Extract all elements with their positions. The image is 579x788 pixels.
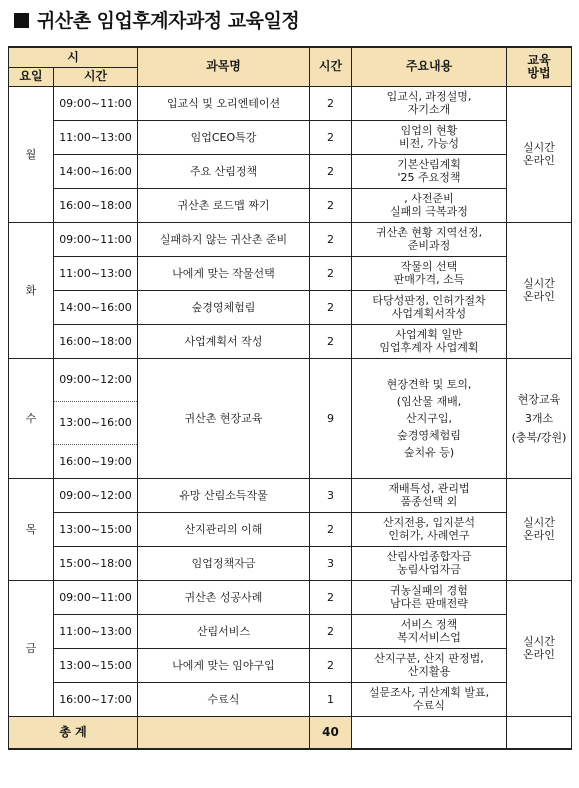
content-line: 작물의 선택 <box>400 260 458 273</box>
content-line: 산지구분, 산지 판정법, <box>374 652 484 665</box>
time-cell: 15:00~18:00 <box>54 546 138 580</box>
title-square-icon <box>14 13 29 28</box>
method-line: 온라인 <box>523 648 555 661</box>
hours-cell: 3 <box>310 478 352 512</box>
day-cell: 수 <box>9 358 54 478</box>
time-cell: 13:00~16:00 <box>54 401 138 444</box>
method-line: 온라인 <box>523 154 555 167</box>
table-row <box>9 512 572 546</box>
schedule-table <box>8 46 572 750</box>
day-cell: 월 <box>9 86 54 222</box>
time-cell: 11:00~13:00 <box>54 256 138 290</box>
method-line: 실시간 <box>523 277 555 290</box>
hours-cell: 2 <box>310 614 352 648</box>
table-row <box>9 478 572 512</box>
method-line: 온라인 <box>523 290 555 303</box>
content-line: 기본산림계획 <box>397 158 461 171</box>
course-cell: 실패하지 않는 귀산촌 준비 <box>138 222 310 256</box>
table-row <box>9 580 572 614</box>
total-content-blank <box>352 716 507 749</box>
content-line: 타당성판정, 인허가절차 <box>372 294 486 307</box>
header-time: 시간 <box>54 67 138 86</box>
header-method <box>507 47 572 86</box>
header-method-line1: 교육 <box>527 52 551 67</box>
method-cell <box>507 580 572 716</box>
time-cell: 09:00~12:00 <box>54 358 138 401</box>
content-line: 사업계획서작성 <box>391 307 467 320</box>
total-hours: 40 <box>310 716 352 749</box>
time-cell: 11:00~13:00 <box>54 120 138 154</box>
total-label: 총 계 <box>9 716 138 749</box>
content-cell <box>352 222 507 256</box>
page-title <box>14 6 299 33</box>
course-cell: 귀산촌 로드맵 짜기 <box>138 188 310 222</box>
content-line: 판매가격, 소득 <box>393 273 465 286</box>
hours-cell: 2 <box>310 512 352 546</box>
content-cell <box>352 682 507 716</box>
time-cell: 09:00~12:00 <box>54 478 138 512</box>
content-line: 품종선택 외 <box>400 495 458 508</box>
table-row <box>9 546 572 580</box>
content-cell <box>352 358 507 478</box>
table-row <box>9 120 572 154</box>
content-line: 사업계획 일반 <box>395 328 463 341</box>
content-cell <box>352 648 507 682</box>
course-cell: 유망 산림소득작물 <box>138 478 310 512</box>
table-row <box>9 154 572 188</box>
time-cell: 16:00~18:00 <box>54 324 138 358</box>
table-row <box>9 256 572 290</box>
content-line: 귀농실패의 경험 <box>390 584 468 597</box>
course-cell: 산지관리의 이해 <box>138 512 310 546</box>
total-row <box>9 716 572 749</box>
method-line: 온라인 <box>523 529 555 542</box>
content-cell <box>352 120 507 154</box>
content-line: 복지서비스업 <box>397 631 461 644</box>
content-line: 임업의 현황 <box>400 124 458 137</box>
content-line: 인허가, 사례연구 <box>388 529 470 542</box>
content-line: 남다른 판매전략 <box>390 597 468 610</box>
content-line: 산림사업종합자금 <box>386 550 472 563</box>
content-cell <box>352 256 507 290</box>
course-cell: 나에게 맞는 임야구입 <box>138 648 310 682</box>
method-line: 현장교육 <box>517 392 561 406</box>
content-line: 실패의 극복과정 <box>390 205 468 218</box>
hours-cell: 2 <box>310 648 352 682</box>
hours-cell: 2 <box>310 120 352 154</box>
content-cell <box>352 512 507 546</box>
hours-cell: 2 <box>310 324 352 358</box>
hours-cell: 1 <box>310 682 352 716</box>
hours-cell: 3 <box>310 546 352 580</box>
table-row <box>9 358 572 401</box>
hours-cell: 2 <box>310 154 352 188</box>
time-cell: 16:00~17:00 <box>54 682 138 716</box>
method-line: 3개소 <box>524 411 554 425</box>
time-cell: 14:00~16:00 <box>54 290 138 324</box>
content-line: (임산물 재배, <box>396 394 462 408</box>
content-line: 임업후계자 사업계획 <box>379 341 479 354</box>
table-row <box>9 222 572 256</box>
method-cell <box>507 222 572 358</box>
hours-cell: 2 <box>310 86 352 120</box>
header-hours: 시간 <box>310 47 352 86</box>
header-method-line2: 방법 <box>527 65 551 80</box>
hours-cell: 2 <box>310 580 352 614</box>
content-cell <box>352 86 507 120</box>
course-cell: 수료식 <box>138 682 310 716</box>
time-cell: 14:00~16:00 <box>54 154 138 188</box>
content-line: '25 주요정책 <box>397 171 461 184</box>
content-cell <box>352 546 507 580</box>
hours-cell: 2 <box>310 290 352 324</box>
course-cell: 입교식 및 오리엔테이션 <box>138 86 310 120</box>
table-row <box>9 614 572 648</box>
content-cell <box>352 290 507 324</box>
method-cell <box>507 86 572 222</box>
total-course-blank <box>138 716 310 749</box>
content-cell <box>352 580 507 614</box>
time-cell: 13:00~15:00 <box>54 512 138 546</box>
content-line: 산지전용, 입지분석 <box>382 516 475 529</box>
course-cell: 숲경영체험림 <box>138 290 310 324</box>
time-cell: 16:00~19:00 <box>54 444 138 478</box>
content-line: , 사전준비 <box>404 192 454 205</box>
course-cell: 귀산촌 현장교육 <box>138 358 310 478</box>
content-line: 농림사업자금 <box>397 563 461 576</box>
table-row <box>9 648 572 682</box>
header-si: 시 <box>9 47 138 67</box>
content-cell <box>352 154 507 188</box>
method-cell <box>507 358 572 478</box>
method-line: (충북/강원) <box>511 430 567 444</box>
total-method-blank <box>507 716 572 749</box>
time-cell: 09:00~11:00 <box>54 580 138 614</box>
course-cell: 주요 산림정책 <box>138 154 310 188</box>
day-cell: 화 <box>9 222 54 358</box>
content-cell <box>352 324 507 358</box>
header-course: 과목명 <box>138 47 310 86</box>
header-day: 요일 <box>9 67 54 86</box>
hours-cell: 2 <box>310 188 352 222</box>
course-cell: 귀산촌 성공사례 <box>138 580 310 614</box>
course-cell: 산림서비스 <box>138 614 310 648</box>
method-line: 실시간 <box>523 516 555 529</box>
time-cell: 09:00~11:00 <box>54 222 138 256</box>
table-row <box>9 682 572 716</box>
content-line: 산지구입, <box>405 411 452 425</box>
content-line: 비전, 가능성 <box>398 137 460 150</box>
content-line: 귀산촌 현황 지역선정, <box>375 226 483 239</box>
table-row <box>9 188 572 222</box>
hours-cell: 2 <box>310 256 352 290</box>
content-line: 숲경영체험림 <box>397 428 461 442</box>
table-row <box>9 324 572 358</box>
course-cell: 임업CEO특강 <box>138 120 310 154</box>
table-row <box>9 86 572 120</box>
course-cell: 나에게 맞는 작물선택 <box>138 256 310 290</box>
hours-cell: 9 <box>310 358 352 478</box>
method-line: 실시간 <box>523 635 555 648</box>
page-title-text: 귀산촌 임업후계자과정 교육일정 <box>37 10 300 32</box>
content-cell <box>352 614 507 648</box>
content-line: 준비과정 <box>407 239 451 252</box>
method-cell <box>507 478 572 580</box>
content-cell <box>352 188 507 222</box>
day-cell: 목 <box>9 478 54 580</box>
time-cell: 16:00~18:00 <box>54 188 138 222</box>
content-line: 입교식, 과정설명, <box>386 90 472 103</box>
content-line: 수료식 <box>413 699 445 712</box>
day-cell: 금 <box>9 580 54 716</box>
content-line: 산지활용 <box>407 665 451 678</box>
course-cell: 사업계획서 작성 <box>138 324 310 358</box>
content-line: 숲치유 등) <box>403 445 455 459</box>
course-cell: 임업정책자금 <box>138 546 310 580</box>
method-line: 실시간 <box>523 141 555 154</box>
content-line: 자기소개 <box>407 103 451 116</box>
time-cell: 13:00~15:00 <box>54 648 138 682</box>
content-line: 재배특성, 관리법 <box>388 482 470 495</box>
time-cell: 11:00~13:00 <box>54 614 138 648</box>
time-cell: 09:00~11:00 <box>54 86 138 120</box>
content-line: 서비스 정책 <box>400 618 458 631</box>
header-content: 주요내용 <box>352 47 507 86</box>
table-row <box>9 290 572 324</box>
hours-cell: 2 <box>310 222 352 256</box>
content-cell <box>352 478 507 512</box>
content-line: 현장견학 및 토의, <box>386 377 472 391</box>
content-line: 설문조사, 귀산계획 발표, <box>368 686 490 699</box>
